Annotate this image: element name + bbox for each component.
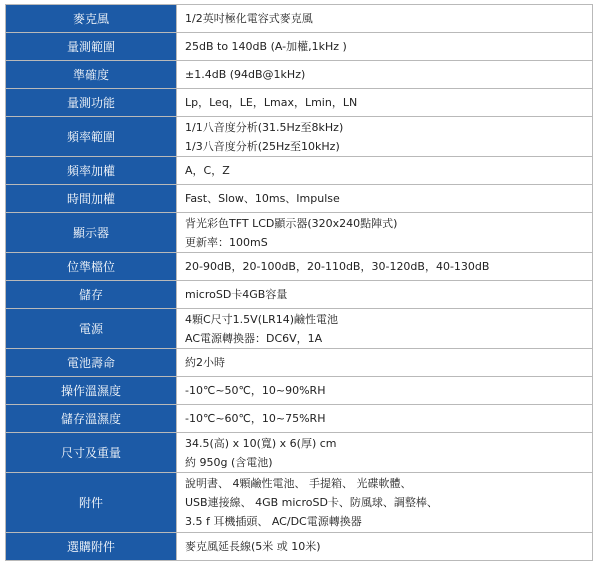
spec-label: 位準檔位 xyxy=(6,253,177,281)
spec-label: 電池壽命 xyxy=(6,349,177,377)
spec-row xyxy=(6,281,593,309)
spec-label: 附件 xyxy=(6,473,177,533)
spec-value xyxy=(177,433,593,473)
spec-row xyxy=(6,309,593,349)
spec-row xyxy=(6,89,593,117)
spec-row xyxy=(6,473,593,533)
spec-value xyxy=(177,533,593,561)
spec-value-line: 麥克風延長線(5米 或 10米) xyxy=(185,540,321,553)
spec-row xyxy=(6,117,593,157)
spec-label: 儲存溫濕度 xyxy=(6,405,177,433)
spec-value xyxy=(177,157,593,185)
spec-value-line: 背光彩色TFT LCD顯示器(320x240點陣式) xyxy=(185,216,398,230)
spec-value-line: USB連接線、 4GB microSD卡、防風球、調整棒、 xyxy=(185,496,438,509)
spec-value-line: ±1.4dB (94dB@1kHz) xyxy=(185,68,306,81)
spec-value xyxy=(177,253,593,281)
spec-label: 選購附件 xyxy=(6,533,177,561)
spec-value-line: -10℃~60℃，10~75%RH xyxy=(185,412,326,425)
spec-value-line: 3.5 f 耳機插頭、 AC/DC電源轉換器 xyxy=(185,515,362,528)
spec-row xyxy=(6,33,593,61)
spec-label: 顯示器 xyxy=(6,213,177,253)
spec-value xyxy=(177,473,593,533)
spec-value-line: -10℃~50℃，10~90%RH xyxy=(185,384,326,397)
spec-value xyxy=(177,309,593,349)
spec-row xyxy=(6,405,593,433)
spec-value xyxy=(177,377,593,405)
spec-value-line: 1/3八音度分析(25Hz至10kHz) xyxy=(185,139,340,153)
spec-value xyxy=(177,185,593,213)
spec-row xyxy=(6,185,593,213)
spec-value xyxy=(177,89,593,117)
spec-value-line: microSD卡4GB容量 xyxy=(185,288,288,301)
spec-value-line: 約2小時 xyxy=(185,356,225,369)
spec-value-line: 34.5(高) x 10(寬) x 6(厚) cm xyxy=(185,436,337,450)
spec-value-line: Lp，Leq，LE，Lmax，Lmin，LN xyxy=(185,96,358,109)
spec-label: 操作溫濕度 xyxy=(6,377,177,405)
spec-value-line: 1/2英吋極化電容式麥克風 xyxy=(185,12,313,25)
spec-value-line: 20-90dB，20-100dB，20-110dB，30-120dB，40-130dB xyxy=(185,260,490,273)
spec-value xyxy=(177,5,593,33)
spec-row xyxy=(6,61,593,89)
spec-value-line: 說明書、 4顆鹼性電池、 手提箱、 光碟軟體、 xyxy=(185,477,412,490)
spec-row xyxy=(6,5,593,33)
spec-value xyxy=(177,213,593,253)
spec-row xyxy=(6,253,593,281)
spec-label: 時間加權 xyxy=(6,185,177,213)
spec-label: 頻率加權 xyxy=(6,157,177,185)
spec-row xyxy=(6,533,593,561)
spec-value-line: 更新率：100mS xyxy=(185,235,268,249)
spec-label: 麥克風 xyxy=(6,5,177,33)
spec-row xyxy=(6,213,593,253)
spec-value xyxy=(177,349,593,377)
spec-value xyxy=(177,281,593,309)
spec-label: 尺寸及重量 xyxy=(6,433,177,473)
spec-value xyxy=(177,117,593,157)
spec-label: 量測功能 xyxy=(6,89,177,117)
spec-row xyxy=(6,377,593,405)
spec-label: 電源 xyxy=(6,309,177,349)
spec-value-line: AC電源轉換器：DC6V，1A xyxy=(185,331,323,345)
spec-label: 頻率範圍 xyxy=(6,117,177,157)
spec-label: 量測範圍 xyxy=(6,33,177,61)
spec-row xyxy=(6,433,593,473)
spec-row xyxy=(6,157,593,185)
spec-value-line: 4顆C尺寸1.5V(LR14)鹼性電池 xyxy=(185,312,339,326)
spec-value-line: Fast、Slow、10ms、Impulse xyxy=(185,192,340,205)
spec-table xyxy=(5,4,593,561)
spec-value xyxy=(177,33,593,61)
spec-value xyxy=(177,61,593,89)
spec-value-line: A，C，Z xyxy=(185,164,230,177)
spec-value-line: 1/1八音度分析(31.5Hz至8kHz) xyxy=(185,120,344,134)
spec-label: 準確度 xyxy=(6,61,177,89)
spec-value xyxy=(177,405,593,433)
spec-value-line: 25dB to 140dB (A-加權,1kHz ) xyxy=(185,40,347,53)
spec-label: 儲存 xyxy=(6,281,177,309)
spec-row xyxy=(6,349,593,377)
spec-table-body xyxy=(6,5,593,561)
spec-value-line: 約 950g (含電池) xyxy=(185,455,273,469)
